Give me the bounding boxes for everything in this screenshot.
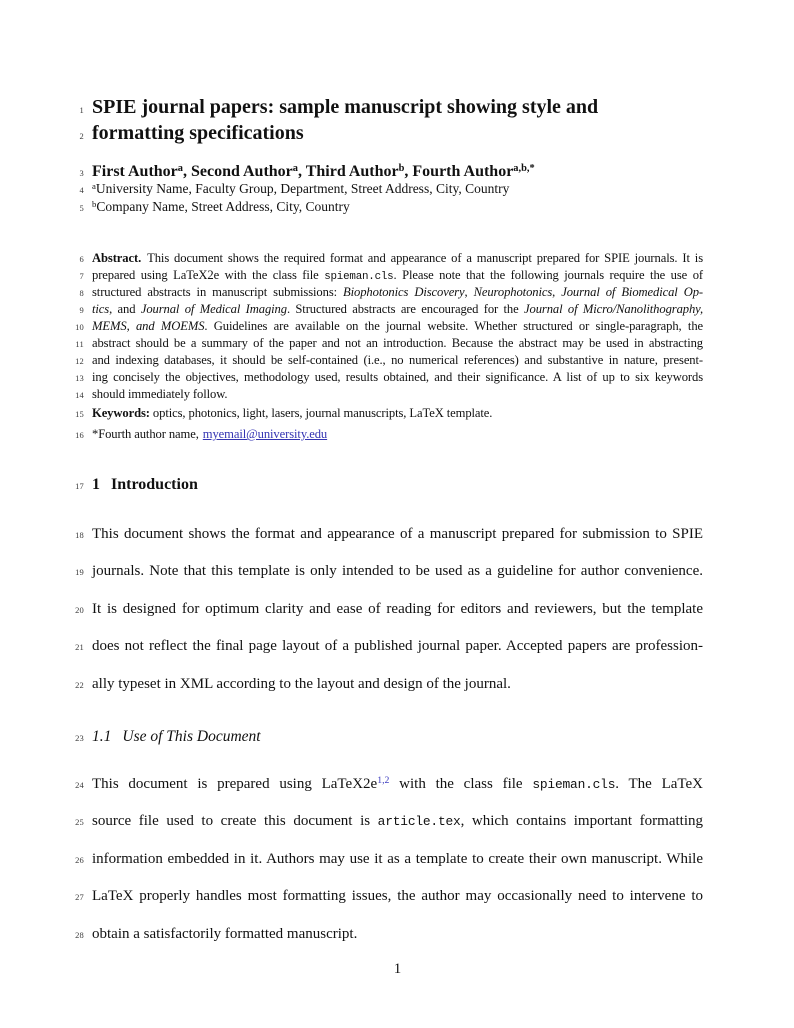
affiliation-text: Company Name, Street Address, City, Country [96,199,350,214]
author-name: , Second Author [182,163,293,180]
line-number: 9 [79,305,84,315]
abstract-text [92,284,703,300]
subsection-title: Use of This Document [122,728,261,745]
line-number: 26 [75,855,84,865]
body-text: does not reflect the final page layout of a published journal paper. Accepted papers are profession- [92,638,703,654]
abstract-line [60,352,703,368]
affiliation-text: University Name, Faculty Group, Department, Street Address, City, Country [95,181,510,196]
body-text: information embedded in it. Authors may use it as a template to create their own manuscript. While [92,851,703,867]
line-number: 16 [75,430,84,440]
abstract-line [60,386,703,402]
abstract-label: Abstract. [92,251,142,265]
abstract-body: ing concisely the objectives, methodology used, results obtained, and their significance. A list of up to six keywords [92,370,703,384]
body-line [60,524,703,544]
line-number: 6 [79,254,84,264]
line-number: 25 [75,817,84,827]
body-line [60,811,703,832]
body-segment: with the class file [389,776,533,792]
affiliation [92,181,703,197]
line-number: 5 [79,203,84,213]
line-number: 3 [79,168,84,178]
page-body [60,0,740,1028]
body-text: journals. Note that this template is only intended to be used as a guideline for author convenience. [92,563,703,579]
line-number: 8 [79,288,84,298]
abstract-text [92,267,703,285]
page-number-line [60,961,703,978]
line-number: 19 [75,567,84,577]
body-line [60,924,703,944]
abstract-line [60,250,703,266]
class-file-name: spieman.cls [532,777,616,792]
abstract-body: and indexing databases, it should be self-contained (i.e., no numerical references) and substantive in nature, present- [92,353,703,367]
line-number: 11 [75,339,84,349]
section-heading-introduction [60,476,703,494]
affiliation-mark: b [398,163,405,175]
body-line [60,599,703,619]
journal-name: Biophotonics Discovery [343,285,465,299]
body-text: LaTeX properly handles most formatting issues, the author may occasionally need to intervene to [92,888,703,904]
body-line [60,886,703,906]
affiliation-line-b [60,199,703,215]
body-line [60,636,703,656]
body-segment: This document is prepared using LaTeX2e [92,776,378,792]
paper-title: formatting specifications [92,122,304,144]
journal-name: Journal of Biomedical Op- [561,285,703,299]
body-text: It is designed for optimum clarity and ease of reading for editors and reviewers, but the template [92,601,703,617]
line-number: 22 [75,680,84,690]
line-number: 18 [75,530,84,540]
abstract-text [92,301,703,317]
source-file-name: article.tex [377,814,461,829]
paper-title: SPIE journal papers: sample manuscript showing style and [92,96,599,118]
body-text [92,811,703,832]
line-number: 20 [75,605,84,615]
author-list [92,163,703,181]
abstract-line [60,369,703,385]
authors-line [60,163,703,181]
subsection-heading-use-of-this-document [60,728,703,746]
abstract-body: prepared using LaTeX2e with the class file [92,268,325,282]
line-number: 24 [75,780,84,790]
line-number: 13 [75,373,84,383]
body-text: This document shows the format and appearance of a manuscript prepared for submission to SPIE [92,526,703,542]
affiliation-line-a [60,181,703,197]
author-footnote [92,426,703,442]
subsection-heading [92,728,703,746]
class-file-name: spieman.cls [324,271,394,283]
body-line [60,774,703,796]
author-name: First Author [92,163,178,180]
body-segment: , which contains important formatting [460,813,703,829]
abstract-line [60,267,703,285]
affiliation-mark: a [92,181,96,192]
line-number: 1 [79,105,84,115]
section-number: 1 [92,476,100,493]
line-number: 10 [75,322,84,332]
abstract-body: . Guidelines are available on the journal website. Whether structured or single-paragraph, the [204,319,704,333]
keywords-label: Keywords: [92,406,150,420]
line-number: 27 [75,892,84,902]
journal-name: Journal of Medical Imaging [140,302,287,316]
abstract-text [92,318,703,334]
line-number: 23 [75,733,84,743]
affiliation [92,199,703,215]
author-name: , Fourth Author [404,163,514,180]
line-number: 12 [75,356,84,366]
journal-name: Journal of Micro/Nanolithography, [524,302,704,316]
line-number: 4 [79,185,84,195]
keywords [92,405,703,421]
body-text: ally typeset in XML according to the layout and design of the journal. [92,676,511,692]
abstract-body: , and [109,302,141,316]
author-name: , Third Author [297,163,399,180]
abstract-body: . Structured abstracts are encouraged for the [286,302,525,316]
abstract-body: structured abstracts in manuscript submissions: [92,285,344,299]
journal-name: Neurophotonics [473,285,553,299]
body-segment: source file used to create this document is [92,813,378,829]
abstract-line [60,318,703,334]
abstract-body: . Please note that the following journals require the use of [393,268,703,282]
journal-name: tics [92,302,110,316]
title-line-2 [60,120,703,146]
abstract-text [92,250,703,266]
section-heading [92,476,703,494]
journal-name: MEMS, and MOEMS [92,319,205,333]
line-number: 2 [79,131,84,141]
affiliation-mark: a [292,163,298,175]
footnote-text: *Fourth author name, [92,427,199,441]
email-link[interactable]: myemail@university.edu [202,427,328,441]
body-text: obtain a satisfactorily formatted manuscript. [92,926,358,942]
affiliation-mark: b [92,199,97,210]
footnote-line [60,426,703,442]
line-number: 14 [75,390,84,400]
section-title: Introduction [111,476,198,493]
abstract-body: , [552,285,562,299]
body-line [60,849,703,869]
body-text [92,774,703,796]
citation-link[interactable]: 1,2 [377,775,390,787]
keywords-line [60,405,703,421]
abstract-line [60,335,703,351]
line-number: 15 [75,409,84,419]
body-segment: . The LaTeX [615,776,704,792]
abstract-line [60,284,703,300]
keywords-list: optics, photonics, light, lasers, journal manuscripts, LaTeX template. [149,406,493,420]
body-line [60,561,703,581]
affiliation-mark: a [177,163,183,175]
subsection-number: 1.1 [92,728,112,745]
abstract-body: This document shows the required format and appearance of a manuscript prepared for SPIE journals. It is [147,251,703,265]
page-number: 1 [393,961,402,977]
body-line [60,674,703,694]
line-number: 28 [75,930,84,940]
line-number: 7 [79,271,84,281]
abstract-line [60,301,703,317]
line-number: 21 [75,642,84,652]
title-line-1 [60,94,703,120]
abstract-body: abstract should be a summary of the paper and not an introduction. Because the abstract may be used in abstracting [92,336,703,350]
line-number: 17 [75,481,84,491]
abstract-body: , [464,285,474,299]
affiliation-mark: a,b,* [513,163,535,175]
abstract-body: should immediately follow. [92,387,228,401]
